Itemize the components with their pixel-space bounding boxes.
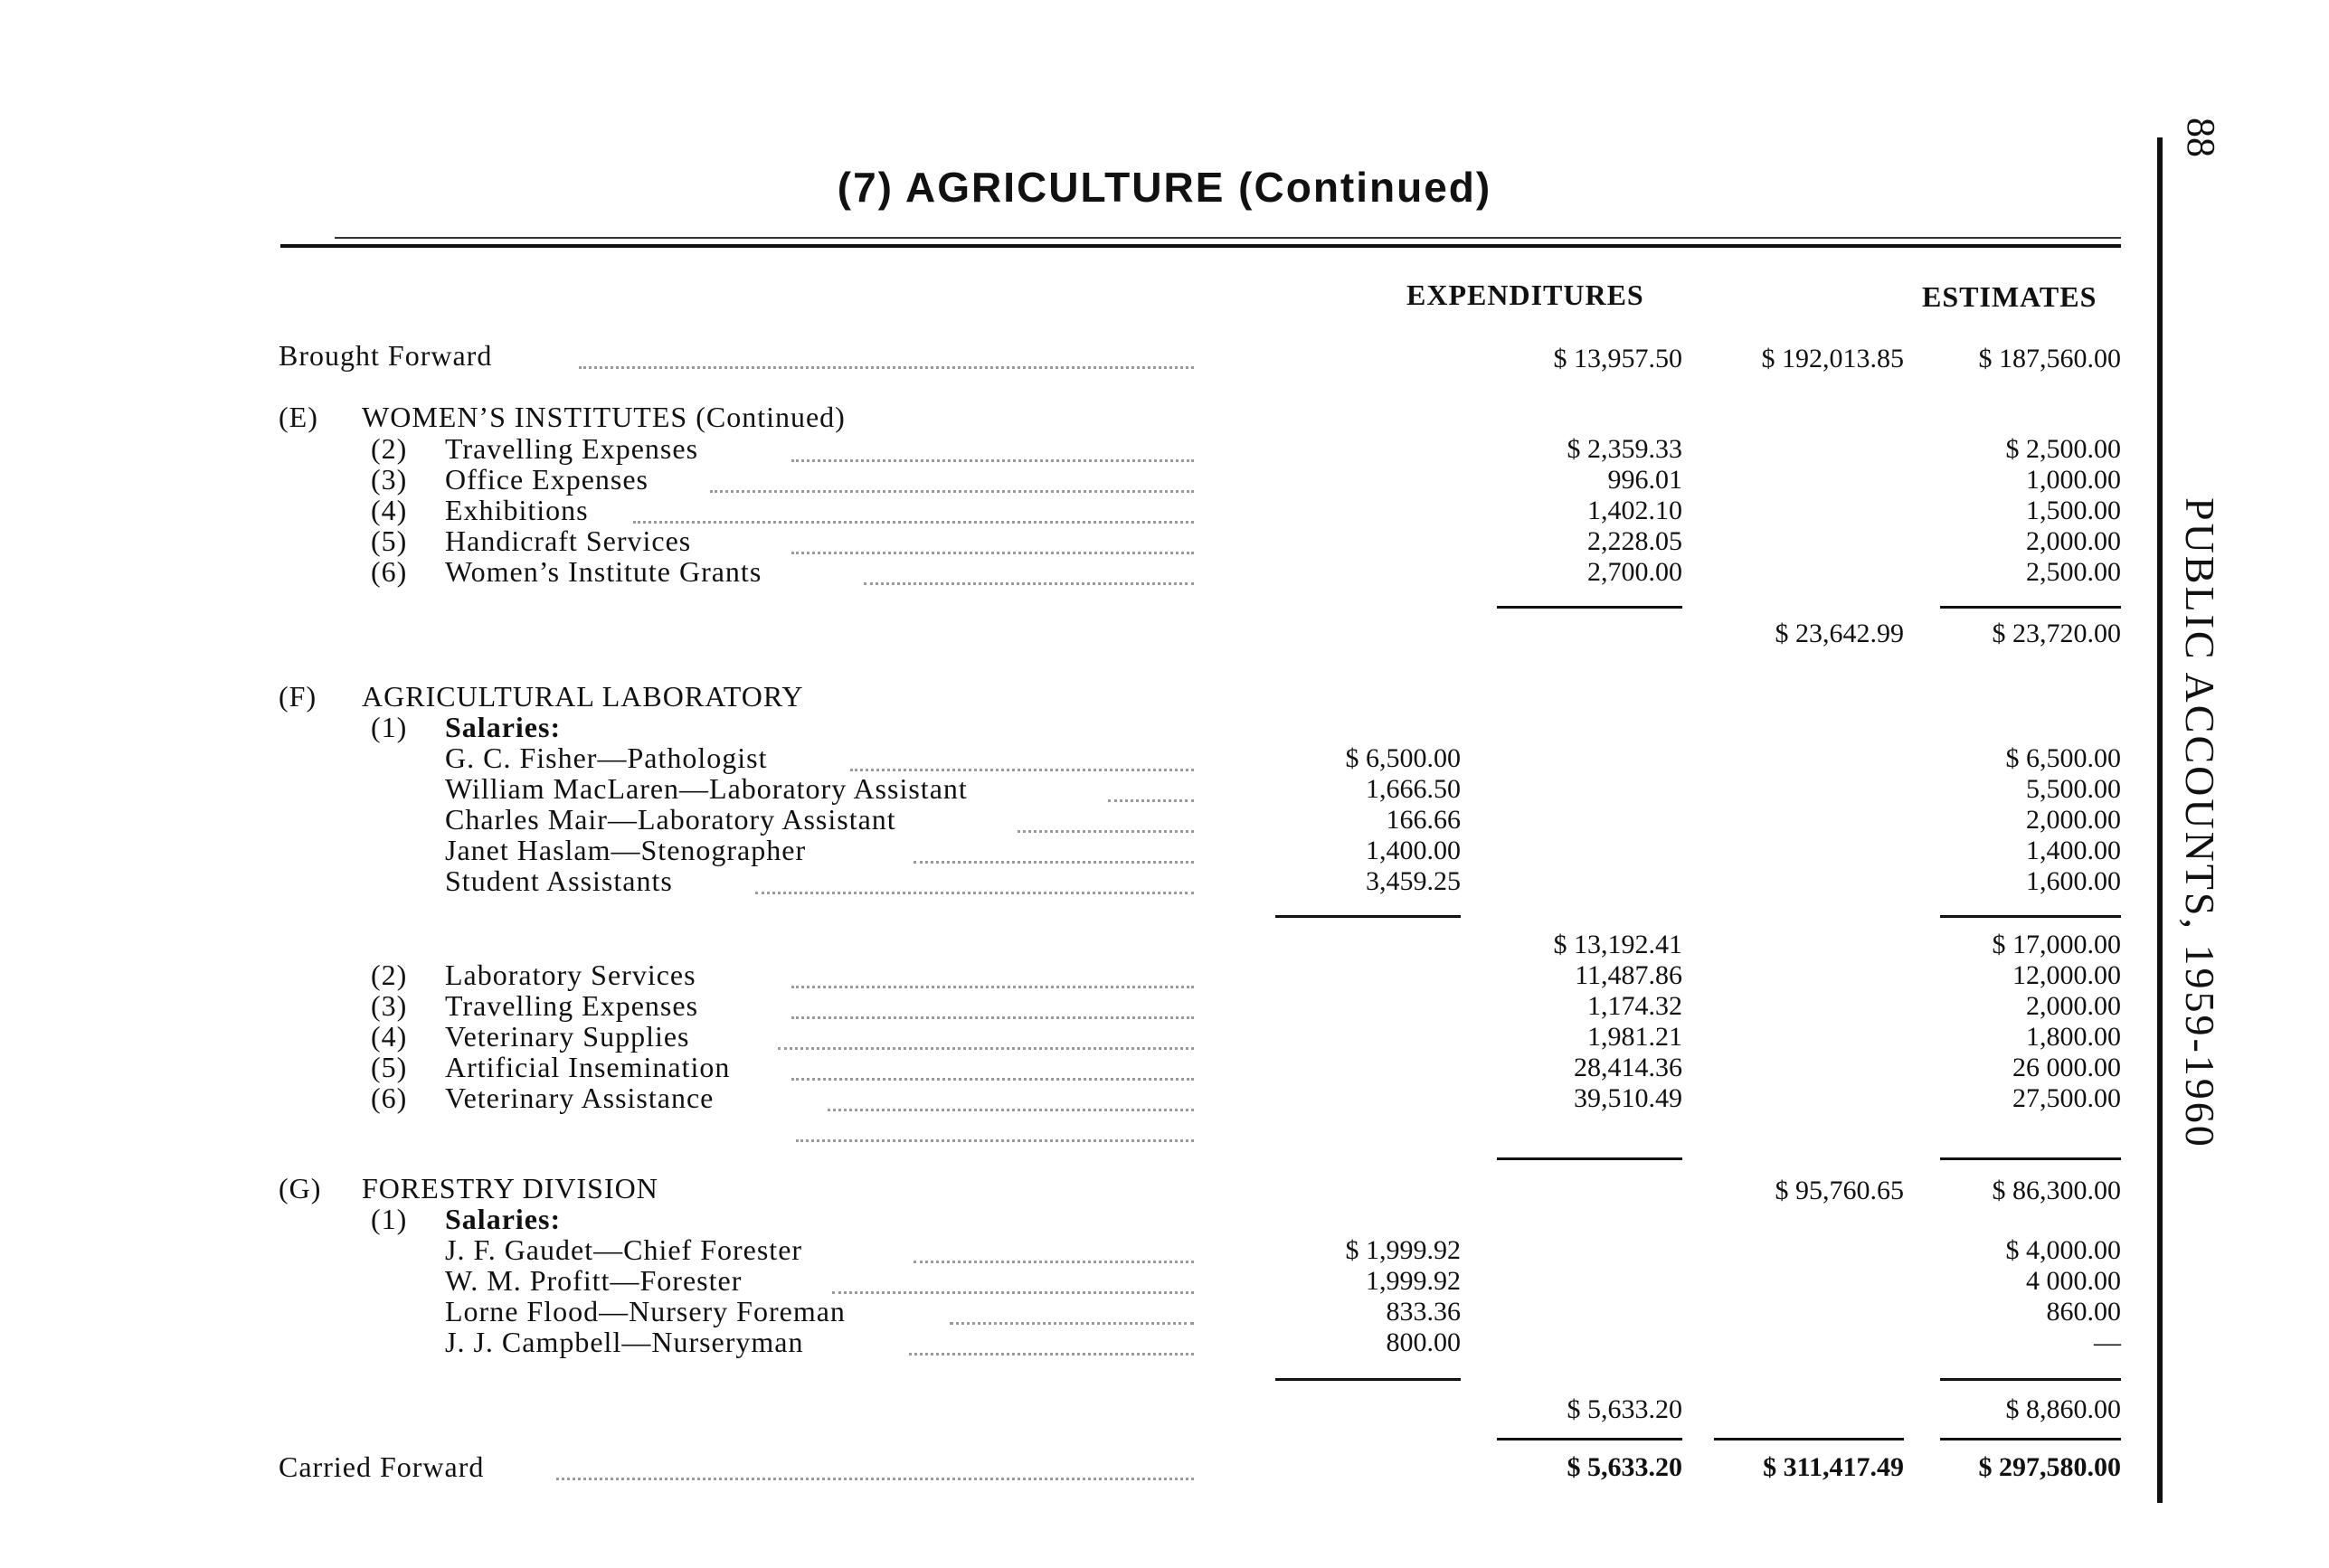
page-title: (7) AGRICULTURE (Continued) [837, 164, 1492, 211]
item-estimate: 2,000.00 [2026, 526, 2121, 556]
salary-name: J. F. Gaudet—Chief Forester [445, 1233, 803, 1266]
leader-dots [556, 1478, 1194, 1480]
subtotal-rule [1497, 606, 1682, 609]
salaries-estimate-subtotal: $ 8,860.00 [2005, 1394, 2121, 1424]
leader-dots [864, 582, 1194, 585]
section-f-letter: (F) [279, 680, 317, 713]
leader-dots [950, 1322, 1194, 1325]
leader-dots [579, 366, 1194, 369]
item-estimate: 26 000.00 [2012, 1053, 2121, 1082]
item-estimate: 2,500.00 [2026, 557, 2121, 587]
salaries-heading: Salaries: [445, 1203, 562, 1235]
salary-expenditure: $ 1,999.92 [1345, 1235, 1461, 1265]
salary-name: Charles Mair—Laboratory Assistant [445, 803, 896, 836]
subtotal-rule [1497, 1157, 1682, 1160]
subtotal-rule [1940, 915, 2121, 918]
salary-name: Janet Haslam—Stenographer [445, 834, 807, 866]
item-label: Handicraft Services [445, 524, 692, 557]
salary-estimate: 5,500.00 [2026, 774, 2121, 804]
subtotal-rule [1275, 1378, 1461, 1381]
leader-dots [755, 892, 1194, 894]
item-estimate: 2,000.00 [2026, 991, 2121, 1021]
item-expenditure: 11,487.86 [1575, 960, 1682, 990]
leader-dots [832, 1291, 1194, 1294]
leader-dots [791, 986, 1194, 988]
salary-expenditure: 1,400.00 [1366, 836, 1461, 865]
item-expenditure: 39,510.49 [1574, 1083, 1682, 1113]
salary-expenditure: 3,459.25 [1366, 866, 1461, 896]
total-rule [1497, 1438, 1682, 1440]
item-label: Travelling Expenses [445, 432, 699, 465]
estimates-header: ESTIMATES [1922, 280, 2097, 313]
total-rule [1940, 1438, 2121, 1440]
salary-expenditure: $ 6,500.00 [1345, 743, 1461, 773]
item-number: (5) [371, 1051, 408, 1083]
title-rule-thin [335, 237, 2121, 239]
leader-dots [796, 1139, 1194, 1142]
section-e-total: $ 23,642.99 [1775, 619, 1904, 648]
item-estimate: $ 2,500.00 [2005, 434, 2121, 464]
title-rule [280, 244, 2121, 248]
salaries-subtotal: $ 5,633.20 [1567, 1394, 1682, 1424]
subtotal-rule [1940, 606, 2121, 609]
running-head: PUBLIC ACCOUNTS, 1959-1960 [2177, 497, 2223, 1149]
salaries-heading: Salaries: [445, 711, 562, 743]
salary-expenditure: 800.00 [1386, 1327, 1461, 1357]
item-number: (2) [371, 432, 408, 465]
item-expenditure: 2,700.00 [1587, 557, 1682, 587]
item-label: Travelling Expenses [445, 989, 699, 1022]
item-label: Office Expenses [445, 463, 649, 496]
leader-dots [791, 459, 1194, 462]
subtotal-rule [1275, 915, 1461, 918]
brought-forward-total: $ 192,013.85 [1761, 344, 1904, 373]
salary-name: J. J. Campbell—Nurseryman [445, 1326, 804, 1358]
leader-dots [914, 1261, 1194, 1263]
item-expenditure: 996.01 [1607, 465, 1682, 495]
salaries-subtotal: $ 13,192.41 [1553, 930, 1682, 959]
section-e-title: WOMEN’S INSTITUTES (Continued) [362, 401, 846, 433]
leader-dots [1108, 799, 1194, 802]
item-label: Exhibitions [445, 494, 589, 526]
salary-name: Lorne Flood—Nursery Foreman [445, 1295, 846, 1327]
salaries-number: (1) [371, 711, 408, 743]
item-label: Women’s Institute Grants [445, 555, 762, 588]
salary-name: W. M. Profitt—Forester [445, 1264, 743, 1297]
section-f-total: $ 95,760.65 [1775, 1176, 1904, 1205]
item-expenditure: 28,414.36 [1574, 1053, 1682, 1082]
page-number: 88 [2179, 118, 2223, 157]
salary-estimate: 2,000.00 [2026, 805, 2121, 835]
salaries-number: (1) [371, 1203, 408, 1235]
leader-dots [778, 1047, 1194, 1050]
salary-expenditure: 1,999.92 [1366, 1266, 1461, 1296]
item-number: (4) [371, 494, 408, 526]
running-head-column [2157, 118, 2223, 1519]
item-expenditure: 2,228.05 [1587, 526, 1682, 556]
item-number: (3) [371, 989, 408, 1022]
brought-forward-label: Brought Forward [279, 339, 493, 372]
item-number: (2) [371, 959, 408, 991]
leader-dots [791, 552, 1194, 554]
item-number: (4) [371, 1020, 408, 1053]
leader-dots [710, 490, 1194, 493]
salaries-estimate-subtotal: $ 17,000.00 [1992, 930, 2121, 959]
margin-rule [2157, 137, 2163, 1503]
item-expenditure: 1,981.21 [1587, 1022, 1682, 1052]
item-label: Laboratory Services [445, 959, 696, 991]
item-expenditure: 1,402.10 [1587, 496, 1682, 525]
expenditures-header: EXPENDITURES [1406, 279, 1644, 311]
salary-name: William MacLaren—Laboratory Assistant [445, 772, 968, 805]
section-g-title: FORESTRY DIVISION [362, 1172, 658, 1204]
brought-forward-expenditure: $ 13,957.50 [1553, 344, 1682, 373]
leader-dots [828, 1109, 1194, 1111]
salary-name: G. C. Fisher—Pathologist [445, 741, 768, 774]
leader-dots [633, 521, 1194, 524]
section-e-letter: (E) [279, 401, 318, 433]
leader-dots [791, 1078, 1194, 1081]
leader-dots [1018, 830, 1194, 833]
item-estimate: 1,800.00 [2026, 1022, 2121, 1052]
salary-estimate: — [2094, 1327, 2121, 1357]
subtotal-rule [1940, 1378, 2121, 1381]
item-number: (3) [371, 463, 408, 496]
item-label: Veterinary Supplies [445, 1020, 690, 1053]
carried-forward-expenditure: $ 5,633.20 [1567, 1452, 1682, 1482]
section-f-title: AGRICULTURAL LABORATORY [362, 680, 804, 713]
item-number: (6) [371, 1082, 408, 1114]
salary-expenditure: 833.36 [1386, 1297, 1461, 1327]
leader-dots [914, 861, 1194, 864]
salary-estimate: 1,400.00 [2026, 836, 2121, 865]
subtotal-rule [1940, 1157, 2121, 1160]
salary-estimate: 860.00 [2046, 1297, 2121, 1327]
section-e-estimate-total: $ 23,720.00 [1992, 619, 2121, 648]
leader-dots [850, 769, 1194, 771]
salary-estimate: 1,600.00 [2026, 866, 2121, 896]
salary-estimate: $ 6,500.00 [2005, 743, 2121, 773]
item-label: Artificial Insemination [445, 1051, 731, 1083]
item-number: (5) [371, 524, 408, 557]
item-estimate: 1,000.00 [2026, 465, 2121, 495]
item-estimate: 12,000.00 [2012, 960, 2121, 990]
item-number: (6) [371, 555, 408, 588]
salary-expenditure: 166.66 [1386, 805, 1461, 835]
salary-estimate: 4 000.00 [2026, 1266, 2121, 1296]
salary-expenditure: 1,666.50 [1366, 774, 1461, 804]
item-label: Veterinary Assistance [445, 1082, 715, 1114]
salary-name: Student Assistants [445, 864, 673, 897]
item-estimate: 1,500.00 [2026, 496, 2121, 525]
item-estimate: 27,500.00 [2012, 1083, 2121, 1113]
total-rule [1714, 1438, 1904, 1440]
leader-dots [791, 1016, 1194, 1019]
brought-forward-estimate: $ 187,560.00 [1978, 344, 2121, 373]
carried-forward-estimate: $ 297,580.00 [1978, 1452, 2121, 1482]
carried-forward-label: Carried Forward [279, 1450, 485, 1483]
leader-dots [909, 1353, 1194, 1355]
salary-estimate: $ 4,000.00 [2005, 1235, 2121, 1265]
item-expenditure: 1,174.32 [1587, 991, 1682, 1021]
carried-forward-total: $ 311,417.49 [1763, 1452, 1904, 1482]
item-expenditure: $ 2,359.33 [1567, 434, 1682, 464]
section-f-estimate-total: $ 86,300.00 [1992, 1176, 2121, 1205]
section-g-letter: (G) [279, 1172, 322, 1204]
